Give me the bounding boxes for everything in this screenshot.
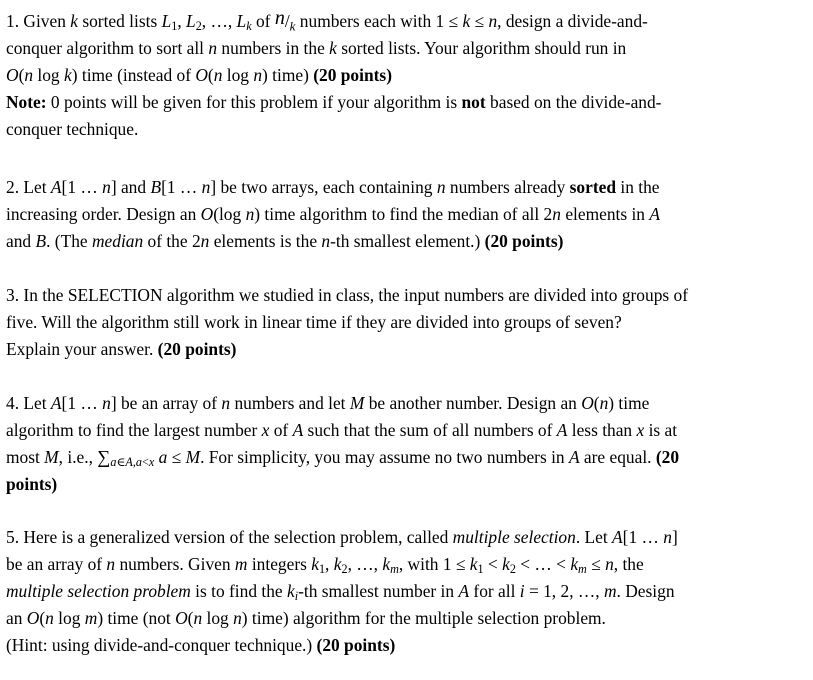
problem-2 [6,174,806,255]
problem-4-line-3: most M, i.e., $\sum_{a\in A,a<x}$ a ≤ M. For simplicity, you may assume no two numbers in A are equal. (20 [6,447,680,470]
problem-1-line-3: O(n log k) time (instead of O(n log n) time) (20 points) [6,65,392,85]
problem-5-line-2: be an array of n numbers. Given m integers $k_1$, $k_2$, …, $k_m$, with $1 \le k_1 < k_2$ < … < $k_m \le n$, the [6,554,644,577]
problem-3-line-1: 3. In the SELECTION algorithm we studied in class, the input numbers are divided into groups of [6,285,688,305]
problem-3-line-2: five. Will the algorithm still work in linear time if they are divided into groups of seven? [6,312,622,332]
problem-3-line-3: Explain your answer. (20 points) [6,339,237,359]
problem-5-line-5: (Hint: using divide-and-conquer technique.) (20 points) [6,635,396,655]
problem-4-line-4: points) [6,474,58,494]
problem-4-line-2: algorithm to find the largest number x of A such that the sum of all numbers of A less than x is at [6,420,678,440]
problem-4-line-1: 4. Let A[1 … n] be an array of n numbers and let M be another number. Design an O(n) time [6,393,650,413]
problem-1-note-line-1: Note: 0 points will be given for this problem if your algorithm is not based on the divide-and- [6,92,662,112]
problem-5 [6,524,806,659]
problem-1-line-1: 1. Given k sorted lists $L_1$, $L_2$, …, $L_k$ of n/k numbers each with 1 ≤ k ≤ n, design a divide-and- [6,7,648,34]
problem-5-line-4: an O(n log m) time (not O(n log n) time) algorithm for the multiple selection problem. [6,608,606,628]
problem-4 [6,390,806,498]
problem-1-line-2: conquer algorithm to sort all n numbers in the k sorted lists. Your algorithm should run in [6,38,627,58]
problem-2-line-3: and B. (The median of the 2n elements is the n-th smallest element.) (20 points) [6,231,564,251]
problem-5-line-1: 5. Here is a generalized version of the selection problem, called multiple selection. Let A[1 … n] [6,527,678,547]
problem-2-line-1: 2. Let A[1 … n] and B[1 … n] be two arrays, each containing n numbers already sorted in the [6,177,660,197]
problem-5-line-3: multiple selection problem is to find the $k_i-th$ smallest number in A for all i = 1, 2, …, m. Design [6,581,675,604]
problem-3 [6,282,806,363]
problem-1 [6,8,806,143]
problem-1-note-line-2: conquer technique. [6,119,139,139]
problem-2-line-2: increasing order. Design an O(log n) time algorithm to find the median of all 2n elements in A [6,204,660,224]
